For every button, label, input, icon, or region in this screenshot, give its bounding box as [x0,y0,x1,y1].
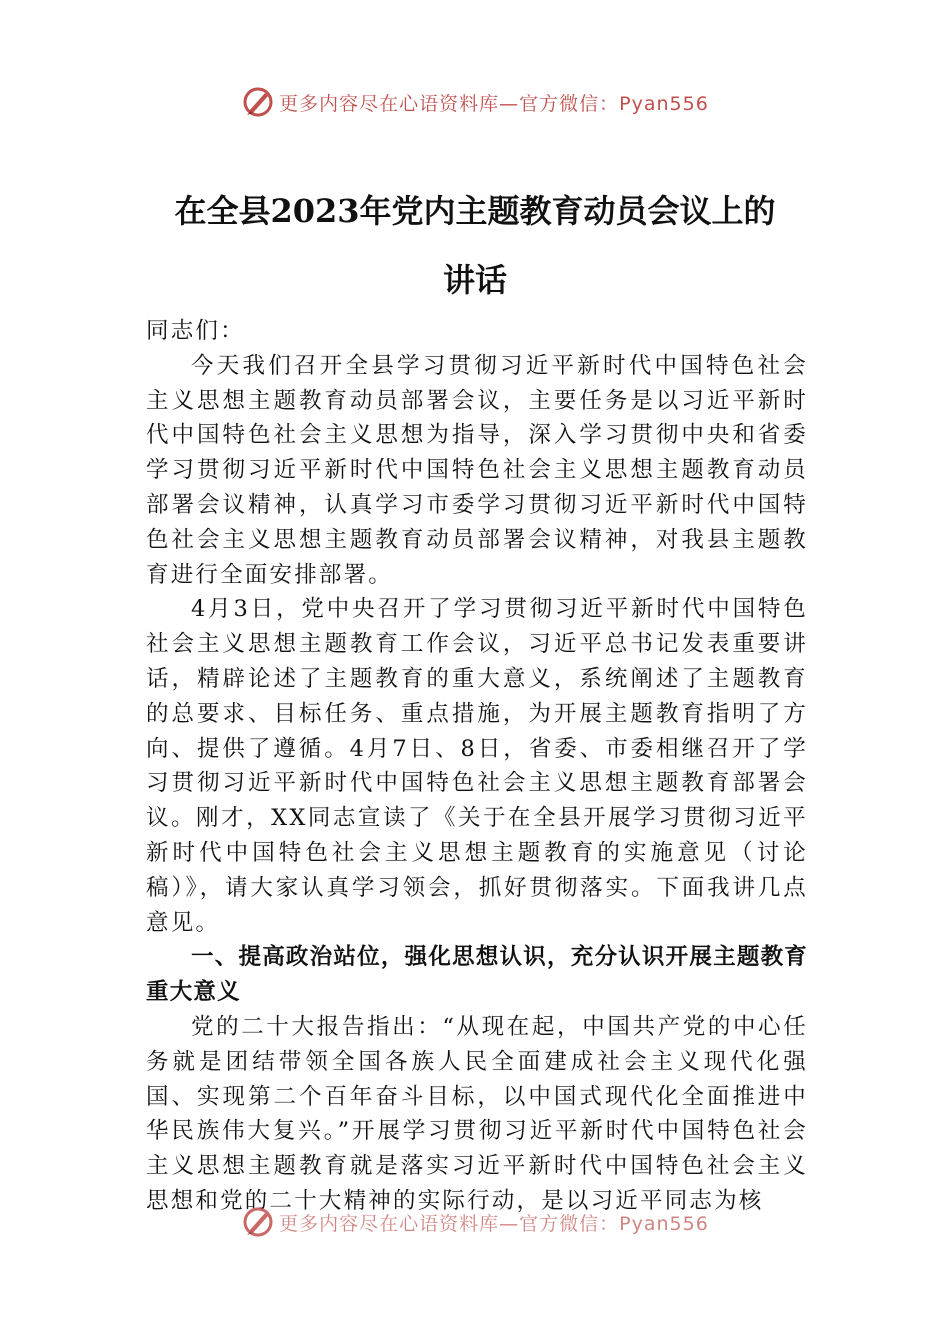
watermark-banner-top [0,82,950,122]
watermark-text: 更多内容尽在心语资料库—官方微信：Pyan556 [279,1212,709,1235]
paragraph-3: 党的二十大报告指出：“从现在起，中国共产党的中心任务就是团结带领全国各族人民全面建成社会主义现代化强国、实现第二个百年奋斗目标，以中国式现代化全面推进中华民族伟大复兴。”开展学习贯彻习近平新时代中国特色社会主义思想主题教育就是落实习近平新时代中国特色社会主义思想和党的二十大精神的实际行动，是以习近平同志为核 [146,1013,808,1214]
document-title-line-2: 讲话 [442,261,507,299]
pen-logo-icon [241,1205,275,1239]
paragraph-1: 今天我们召开全县学习贯彻习近平新时代中国特色社会主义思想主题教育动员部署会议，主要任务是以习近平新时代中国特色社会主义思想为指导，深入学习贯彻中央和省委学习贯彻习近平新时代中国特色社会主义思想主题教育动员部署会议精神，认真学习市委学习贯彻习近平新时代中国特色社会主义思想主题教育动员部署会议精神，对我县主题教育进行全面安排部署。 [146,352,808,588]
watermark-banner-bottom [0,1202,950,1242]
section-heading-1: 一、提高政治站位，强化思想认识，充分认识开展主题教育重大意义 [146,944,808,1006]
watermark-text: 更多内容尽在心语资料库—官方微信：Pyan556 [279,92,709,115]
salutation: 同志们： [146,318,245,344]
document-title-line-1: 在全县2023年党内主题教育动员会议上的 [174,192,776,230]
paragraph-2: 4月3日，党中央召开了学习贯彻习近平新时代中国特色社会主义思想主题教育工作会议，习近平总书记发表重要讲话，精辟论述了主题教育的重大意义，系统阐述了主题教育的总要求、目标任务、重点措施，为开展主题教育指明了方向、提供了遵循。4月7日、8日，省委、市委相继召开了学习贯彻习近平新时代中国特色社会主义思想主题教育部署会议。刚才，XX同志宣读了《关于在全县开展学习贯彻习近平新时代中国特色社会主义思想主题教育的实施意见（讨论稿）》，请大家认真学习领会，抓好贯彻落实。下面我讲几点意见。 [146,596,808,936]
document-body [146,314,808,1219]
pen-logo-icon [241,85,275,119]
